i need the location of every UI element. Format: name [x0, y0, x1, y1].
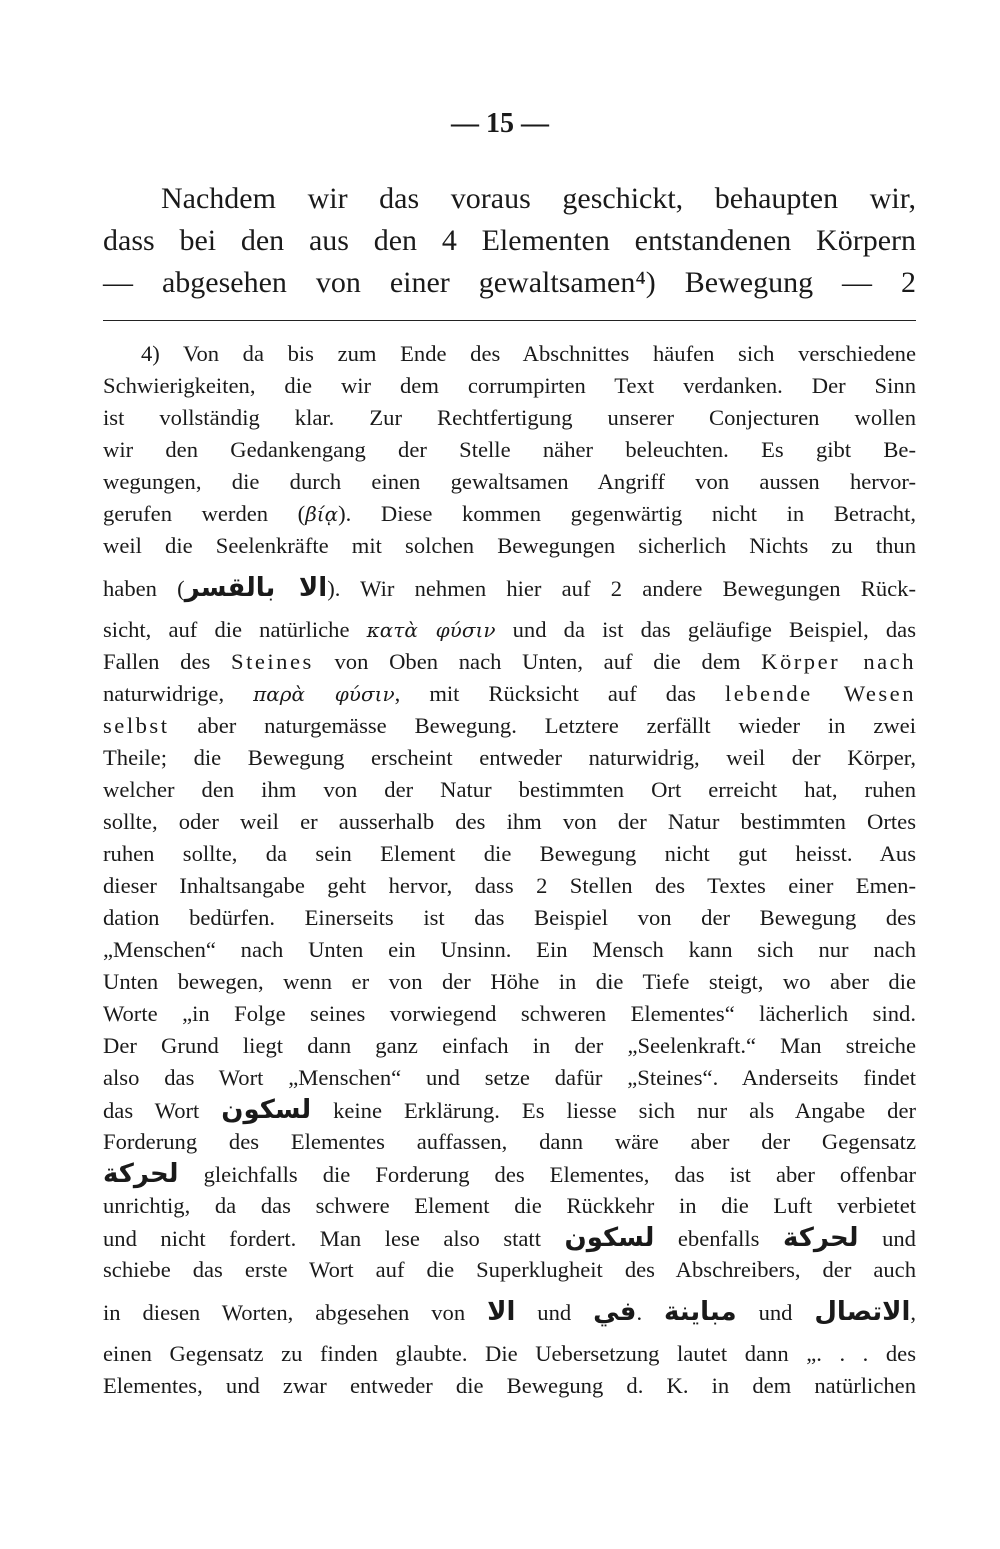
text-segment: ). Diese kommen gegenwärtig nicht in Betracht,	[338, 501, 917, 526]
text-segment: und nicht fordert. Man lese also statt	[103, 1226, 565, 1251]
footnote-line	[103, 646, 916, 678]
main-text-line: Nachdem wir das voraus geschickt, behaupten wir,	[161, 182, 916, 215]
text-segment: haben (	[103, 576, 185, 601]
greek-word: βίᾳ	[305, 502, 339, 526]
main-text-line: dass bei den aus den 4 Elementen entstandenen Körpern	[103, 224, 916, 257]
text-segment: das Wort	[103, 1098, 222, 1123]
text-segment: .	[636, 1300, 665, 1325]
footnote-line	[103, 562, 916, 614]
footnote-line: ruhen sollte, da sein Element die Bewegung nicht gut heisst. Aus	[103, 841, 916, 866]
text-segment: gerufen werden (	[103, 501, 306, 526]
arabic-word: في	[593, 1297, 637, 1327]
footnote-line: Schwierigkeiten, die wir dem corrumpirten Text verdanken. Der Sinn	[103, 373, 916, 398]
footnote-line: weil die Seelenkräfte mit solchen Bewegungen sicherlich Nichts zu thun	[103, 533, 916, 558]
footnote-line: unrichtig, da das schwere Element die Rückkehr in die Luft verbietet	[103, 1193, 916, 1218]
spaced-emphasis: Steines	[231, 649, 314, 674]
text-segment: aber naturgemässe Bewegung. Letztere zerfällt wieder in zwei	[169, 713, 916, 738]
footnote-line	[103, 678, 916, 710]
footnote-line: einen Gegensatz zu finden glaubte. Die Uebersetzung lautet dann „. . . des	[103, 1341, 916, 1366]
text-segment: , mit Rücksicht auf das	[394, 681, 725, 706]
arabic-word: مباينة	[664, 1297, 737, 1327]
text-segment: gleichfalls die Forderung des Elementes, das ist aber offenbar	[178, 1162, 916, 1187]
text-segment: und	[515, 1300, 594, 1325]
text-segment: Fallen des	[103, 649, 232, 674]
text-segment: naturwidrige,	[103, 681, 254, 706]
arabic-word: الا	[487, 1297, 516, 1327]
footnote-line: sollte, oder weil er ausserhalb des ihm von der Natur bestimmten Ortes	[103, 809, 916, 834]
footnote-line: Unten bewegen, wenn er von der Höhe in die Tiefe steigt, wo aber die	[103, 969, 916, 994]
footnote-separator-rule	[103, 320, 916, 321]
text-segment: und	[736, 1300, 815, 1325]
footnote-line: wegungen, die durch einen gewaltsamen Angriff von aussen hervor-	[103, 469, 916, 494]
footnote-line: welcher den ihm von der Natur bestimmten Ort erreicht hat, ruhen	[103, 777, 916, 802]
text-segment: keine Erklärung. Es liesse sich nur als Angabe der	[311, 1098, 916, 1123]
arabic-word: لحركة	[782, 1223, 859, 1253]
footnote-line	[103, 1158, 916, 1190]
footnote-line: wir den Gedankengang der Stelle näher beleuchten. Es gibt Be-	[103, 437, 916, 462]
footnote-line: also das Wort „Menschen“ und setze dafür „Steines“. Anderseits findet	[103, 1065, 916, 1090]
footnote-line: ist vollständig klar. Zur Rechtfertigung unserer Conjecturen wollen	[103, 405, 916, 430]
text-segment: in diesen Worten, abgesehen von	[103, 1300, 488, 1325]
text-segment: und	[858, 1226, 916, 1251]
footnote-line	[103, 1222, 916, 1254]
footnote-line	[103, 498, 916, 530]
footnote-block	[103, 338, 916, 1402]
footnote-line: Forderung des Elementes auffassen, dann wäre aber der Gegensatz	[103, 1129, 916, 1154]
footnote-line: „Menschen“ nach Unten ein Unsinn. Ein Mensch kann sich nur nach	[103, 937, 916, 962]
spaced-emphasis: lebende Wesen	[724, 681, 916, 706]
spaced-emphasis: Körper nach	[761, 649, 916, 674]
footnote-line	[103, 614, 916, 646]
greek-phrase: κατὰ φύσιν	[366, 618, 496, 642]
footnote-line: dation bedürfen. Einerseits ist das Beispiel von der Bewegung des	[103, 905, 916, 930]
arabic-word: لسكون	[221, 1095, 312, 1125]
footnote-line: Der Grund liegt dann ganz einfach in der „Seelenkraft.“ Man streiche	[103, 1033, 916, 1058]
greek-phrase: παρὰ φύσιν	[253, 682, 395, 706]
footnote-line: Worte „in Folge seines vorwiegend schweren Elementes“ lächerlich sind.	[103, 1001, 916, 1026]
page-number: — 15 —	[451, 108, 549, 139]
text-segment: von Oben nach Unten, auf die dem	[313, 649, 762, 674]
footnote-line: 4) Von da bis zum Ende des Abschnittes häufen sich verschiedene	[141, 341, 916, 366]
footnote-line: schiebe das erste Wort auf die Superklugheit des Abschreibers, der auch	[103, 1257, 916, 1282]
main-text-line: — abgesehen von einer gewaltsamen⁴) Bewegung — 2	[103, 266, 916, 299]
footnote-line	[103, 1094, 916, 1126]
arabic-word: الا بالقسر	[184, 573, 328, 603]
footnote-line: dieser Inhaltsangabe geht hervor, dass 2 Stellen des Textes einer Emen-	[103, 873, 916, 898]
footnote-line: Elementes, und zwar entweder die Bewegung d. K. in dem natürlichen	[103, 1373, 916, 1398]
text-segment: und da ist das geläufige Beispiel, das	[495, 617, 916, 642]
footnote-line: Theile; die Bewegung erscheint entweder naturwidrig, weil der Körper,	[103, 745, 916, 770]
footnote-line	[103, 710, 916, 742]
main-text-block	[103, 178, 916, 304]
text-segment: ebenfalls	[654, 1226, 783, 1251]
text-segment: ). Wir nehmen hier auf 2 andere Bewegungen Rück-	[327, 576, 916, 601]
arabic-word: لحركة	[103, 1159, 179, 1189]
text-segment: sicht, auf die natürliche	[103, 617, 367, 642]
arabic-word: الاتصال	[814, 1297, 911, 1327]
text-segment: ,	[910, 1300, 917, 1325]
footnote-line	[103, 1286, 916, 1338]
arabic-word: لسكون	[564, 1223, 655, 1253]
spaced-emphasis: selbst	[103, 713, 170, 738]
